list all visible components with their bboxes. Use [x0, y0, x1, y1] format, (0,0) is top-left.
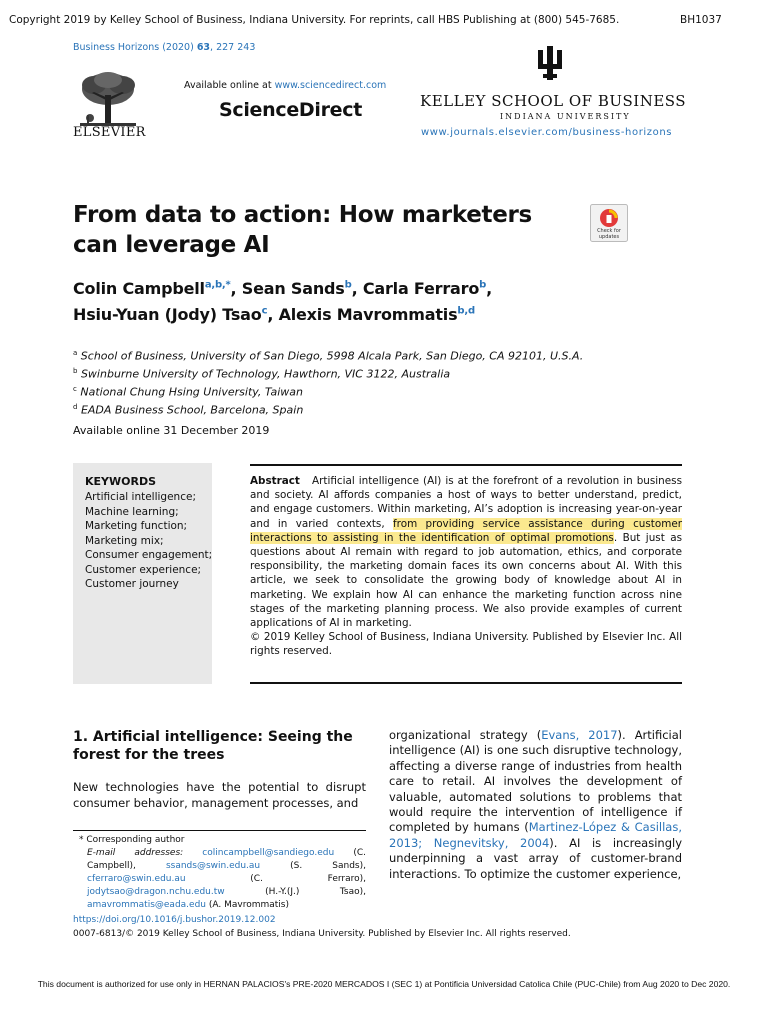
email-link[interactable]: colincampbell@sandiego.edu	[202, 848, 335, 858]
email-link[interactable]: jodytsao@dragon.nchu.edu.tw	[87, 887, 225, 897]
keywords-list	[85, 490, 212, 592]
citation-pages: , 227 243	[210, 42, 256, 53]
affiliation: $^a$ School of Business, University of San Diego, 5998 Alcala Park, San Diego, CA 92101, U.S.A.	[73, 349, 584, 363]
available-online-text	[184, 80, 386, 91]
keyword: Customer journey	[85, 578, 179, 590]
kelley-school-wordmark: KELLEY SCHOOL OF BUSINESS	[420, 92, 687, 110]
abstract-copyright: © 2019 Kelley School of Business, Indiana University. Published by Elsevier Inc. All rights reserved.	[250, 631, 682, 658]
abstract-label: Abstract	[250, 475, 300, 487]
sciencedirect-link[interactable]: www.sciencedirect.com	[274, 80, 387, 91]
abstract-text: . But just as questions about AI remain with regard to job automation, ethics, and corporate responsibility, the marketing domain faces its own concerns about AI. With this article, we seek to consolidate the growing body of knowledge about AI in marketing. We explain how AI can enhance the marketing function across nine stages of the marketing planning process. We also provide examples of current applications of AI in marketing.	[250, 531, 682, 630]
issn-copyright: 0007-6813/© 2019 Kelley School of Business, Indiana University. Published by Elsevier Inc. All rights reserved.	[73, 929, 571, 939]
author: Sean Sands$^b$,	[241, 279, 363, 299]
iu-trident-icon	[536, 46, 564, 80]
check-for-updates-icon[interactable]	[590, 204, 628, 242]
keywords-heading: KEYWORDS	[85, 475, 157, 488]
journal-homepage-link[interactable]: www.journals.elsevier.com/business-horizons	[421, 127, 673, 138]
keyword: Artificial intelligence;	[85, 491, 196, 503]
reference-link[interactable]: Martinez-López & Casillas, 2013; Negnevitsky, 2004	[389, 820, 682, 850]
abstract-top-rule	[250, 464, 682, 466]
affiliation: $^c$ National Chung Hsing University, Taiwan	[73, 385, 303, 399]
author: Alexis Mavrommatis$^{b,d}$	[278, 304, 475, 324]
citation-volume: 63	[196, 42, 211, 53]
author: Hsiu-Yuan (Jody) Tsao$^c$,	[73, 304, 279, 324]
abstract-highlight: from providing service assistance during customer interactions to assisting in the identification of optimal promotions	[250, 517, 682, 544]
available-prefix: Available online at	[184, 80, 275, 91]
author: Colin Campbell$^{a,b,*}$,	[73, 279, 242, 299]
article-title: From data to action: How marketers can leverage AI	[73, 202, 532, 258]
affiliations	[73, 346, 633, 419]
section-heading: 1. Artificial intelligence: Seeing the forest for the trees	[73, 729, 353, 763]
doi-link[interactable]: https://doi.org/10.1016/j.bushor.2019.12.002	[73, 915, 276, 925]
abstract-bottom-rule	[250, 682, 682, 684]
keyword: Marketing mix;	[85, 534, 164, 547]
citation-journal: Business Horizons (2020)	[73, 42, 197, 53]
author-list	[73, 275, 633, 326]
affiliation: $^b$ Swinburne University of Technology, Hawthorn, VIC 3122, Australia	[73, 367, 451, 381]
document-code: BH1037	[680, 14, 722, 26]
email-link[interactable]: ssands@swin.edu.au	[165, 861, 261, 871]
corresponding-author-label: * Corresponding author	[79, 835, 185, 845]
svg-text:Check for: Check for	[597, 228, 621, 234]
sciencedirect-logo: ScienceDirect	[219, 99, 363, 121]
author: Carla Ferraro$^b$,	[362, 279, 492, 299]
email-label: E-mail addresses:	[87, 848, 203, 858]
affiliation: $^d$ EADA Business School, Barcelona, Spain	[73, 403, 304, 418]
keyword: Customer experience;	[85, 563, 202, 576]
copyright-notice: Copyright 2019 by Kelley School of Business, Indiana University. For reprints, call HBS Publishing at (800) 545-7685.	[9, 14, 620, 26]
elsevier-wordmark: ELSEVIER	[73, 125, 146, 140]
email-link[interactable]: amavrommatis@eada.edu	[87, 900, 206, 910]
available-online-date: Available online 31 December 2019	[73, 424, 270, 437]
authorization-notice: This document is authorized for use only in HERNAN PALACIOS's PRE-2020 MERCADOS I (SEC 1) at Pontificia Universidad Catolica Chile (PUC-Chile) from Aug 2020 to Dec 2020.	[37, 979, 731, 989]
corresponding-author-footnote: * Corresponding author E-mail addresses: colincampbell@sandiego.edu (C. Campbell), ssands@swin.edu.au (S. Sands), cferraro@swin.edu.au (C. Ferraro), jodytsao@dragon.nchu.edu.tw (H.-Y.(J.) Tsao), amavrommatis@eada.edu (A. Mavrommatis)	[73, 834, 366, 912]
journal-citation[interactable]	[73, 42, 255, 53]
indiana-university-wordmark: INDIANA UNIVERSITY	[500, 112, 631, 121]
keyword: Machine learning;	[85, 505, 179, 518]
abstract-text: Artificial intelligence (AI) is at the forefront of a revolution in business and society. AI affords companies a host of ways to better understand, predict, and engage customers. Within marketing, AI’s adoption is increasing year-on-year and in varied contexts,	[250, 475, 682, 530]
svg-text:updates: updates	[598, 234, 620, 240]
keyword: Marketing function;	[85, 520, 188, 532]
keyword: Consumer engagement;	[85, 549, 213, 561]
reference-link[interactable]: Evans, 2017	[541, 728, 618, 742]
body-text-right: organizational strategy (Evans, 2017). Artificial intelligence (AI) is one such disruptive technology, affecting a diverse range of industries from health care to retail. AI involves the development of valuable, automated solutions to problems that would require the intervention of intelligence if completed by humans (Martinez-López & Casillas, 2013; Negnevitsky, 2004). AI is increasingly underpinning a vast array of customer-brand interactions. To optimize the customer experience,	[389, 728, 683, 881]
body-text-left: New technologies have the potential to disrupt consumer behavior, management processes, and	[73, 780, 366, 810]
footnote-rule	[73, 830, 366, 831]
email-link[interactable]: cferraro@swin.edu.au	[87, 874, 186, 884]
abstract	[250, 474, 682, 659]
